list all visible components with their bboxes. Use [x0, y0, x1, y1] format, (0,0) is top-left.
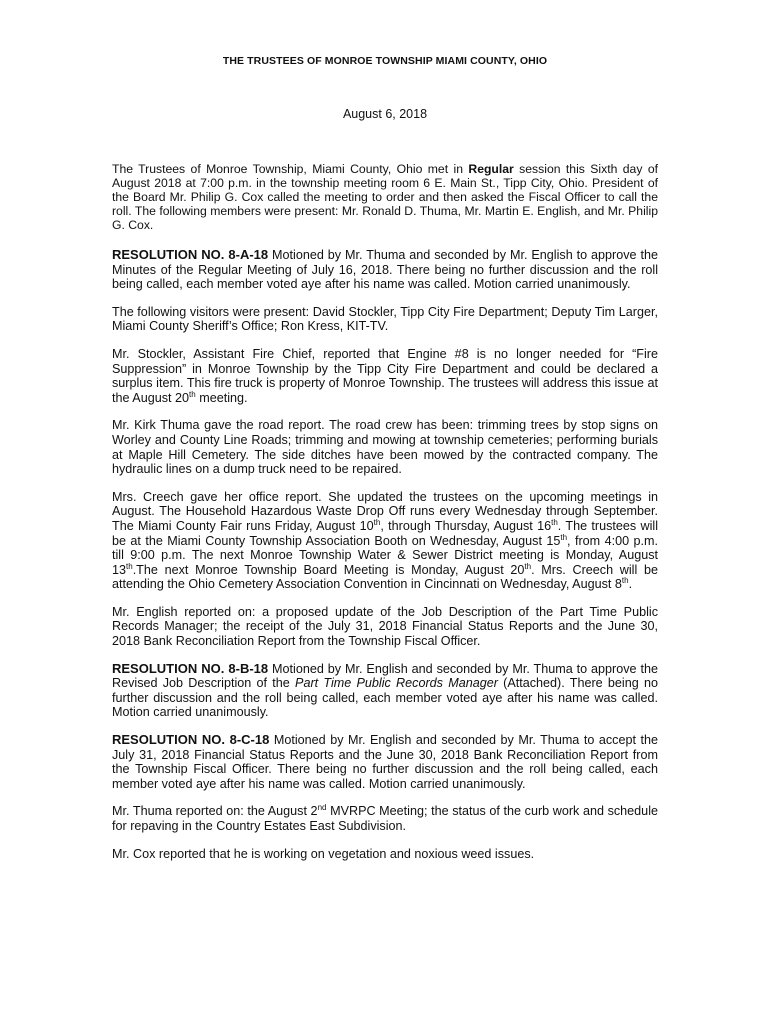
- meeting-date: August 6, 2018: [342, 107, 428, 121]
- ordinal-suffix: th: [373, 517, 381, 527]
- resolution-label: RESOLUTION NO. 8-C-18: [112, 732, 270, 748]
- visitors-paragraph: The following visitors were present: David Stockler, Tipp City Fire Department; Deputy Tim Larger, Miami County Sheriff’s Office; Ron Kress, KIT-TV.: [112, 304, 658, 334]
- resolution-text: Motioned by Mr. Thuma and seconded by Mr. English to approve the Minutes of the Regular Meeting of July 16, 2018. There being no further discussion and the roll being called, each member voted aye after his name was called. Motion carried unanimously.: [112, 248, 658, 292]
- office-text-2: , through Thursday, August 16: [380, 518, 552, 533]
- thuma-report-paragraph: [112, 804, 658, 833]
- cox-report-paragraph: Mr. Cox reported that he is working on vegetation and noxious weed issues.: [112, 846, 535, 861]
- english-report-paragraph: Mr. English reported on: a proposed update of the Job Description of the Part Time Public Records Manager; the receipt of the July 31, 2018 Financial Status Reports and the June 30, 2018 Bank Reconciliation Report from the Township Fiscal Officer.: [112, 604, 658, 649]
- ordinal-suffix: th: [126, 561, 133, 571]
- ordinal-suffix: th: [621, 576, 629, 586]
- ordinal-suffix: th: [560, 532, 568, 542]
- stockler-text-end: meeting.: [195, 390, 248, 405]
- office-text-4: , from 4:00 p.m. till 9:00 p.m. The next Monroe Township Water & Sewer District meeting is Monday, August 13: [112, 533, 658, 577]
- stockler-text: Mr. Stockler, Assistant Fire Chief, reported that Engine #8 is no longer needed for “Fire Suppression” in Monroe Township by the Tipp City Fire Department and could be declared a surplus item. This fire truck is property of Monroe Township. The trustees will address this issue at the August 20: [112, 346, 658, 405]
- resolution-text-1: Motioned by Mr. English and seconded by Mr. Thuma to approve the Revised Job Description of the: [112, 661, 658, 691]
- resolution-8-c-18: [112, 733, 658, 791]
- intro-text-2: session this Sixth day of August 2018 at 7:00 p.m. in the township meeting room 6 E. Main St., Tipp City, Ohio. President of the Board Mr. Philip G. Cox called the meeting to order and then asked the Fiscal Officer to call the roll. The following members were present: Mr. Ronald D. Thuma, Mr. Martin E. English, and Mr. Philip G. Cox.: [112, 162, 658, 232]
- ordinal-suffix: th: [189, 389, 196, 399]
- resolution-text-2: (Attached). There being no further discussion and the roll being called, each member voted aye after his name was called. Motion carried unanimously.: [112, 676, 658, 720]
- document-title: THE TRUSTEES OF MONROE TOWNSHIP MIAMI COUNTY, OHIO: [222, 55, 548, 67]
- job-title-italic: Part Time Public Records Manager: [295, 676, 498, 691]
- office-text-3: . The trustees will be at the Miami County Township Association Booth on Wednesday, August 15: [112, 518, 658, 548]
- resolution-8-a-18: [112, 248, 658, 292]
- ordinal-suffix: nd: [317, 803, 327, 813]
- thuma-text-1: Mr. Thuma reported on: the August 2: [112, 804, 318, 819]
- office-text-5: .The next Monroe Township Board Meeting is Monday, August 20: [132, 562, 525, 577]
- resolution-8-b-18: [112, 662, 658, 720]
- ordinal-suffix: th: [551, 517, 558, 527]
- ordinal-suffix: th: [524, 561, 532, 571]
- regular-session-label: Regular: [468, 162, 514, 176]
- office-report-paragraph: [112, 490, 658, 592]
- stockler-paragraph: [112, 347, 658, 405]
- resolution-label: RESOLUTION NO. 8-B-18: [112, 660, 269, 676]
- resolution-label: RESOLUTION NO. 8-A-18: [112, 247, 269, 262]
- road-report-paragraph: Mr. Kirk Thuma gave the road report. The road crew has been: trimming trees by stop signs on Worley and County Line Roads; trimming and mowing at township cemeteries; performing burials at Maple Hill Cemetery. The side ditches have been mowed by the contracted company. The hydraulic lines on a dump truck need to be repaired.: [112, 418, 658, 477]
- office-text-1: Mrs. Creech gave her office report. She updated the trustees on the upcoming meetings in August. The Household Hazardous Waste Drop Off runs every Wednesday through September. The Miami County Fair runs Friday, August 10: [112, 489, 658, 533]
- intro-text-1: The Trustees of Monroe Township, Miami County, Ohio met in: [112, 162, 469, 176]
- intro-paragraph: [112, 162, 658, 232]
- office-text-6: . Mrs. Creech will be attending the Ohio Cemetery Association Convention in Cincinnati on Wednesday, August 8: [112, 562, 658, 592]
- office-text-7: .: [628, 577, 633, 592]
- thuma-text-2: MVRPC Meeting; the status of the curb work and schedule for repaving in the Country Estates East Subdivision.: [112, 804, 658, 833]
- resolution-text: Motioned by Mr. English and seconded by Mr. Thuma to accept the July 31, 2018 Financial Status Reports and the June 30, 2018 Bank Reconciliation Report from the Township Fiscal Officer. There being no further discussion and the roll being called, each member voted aye after his name was called. Motion carried unanimously.: [112, 733, 658, 791]
